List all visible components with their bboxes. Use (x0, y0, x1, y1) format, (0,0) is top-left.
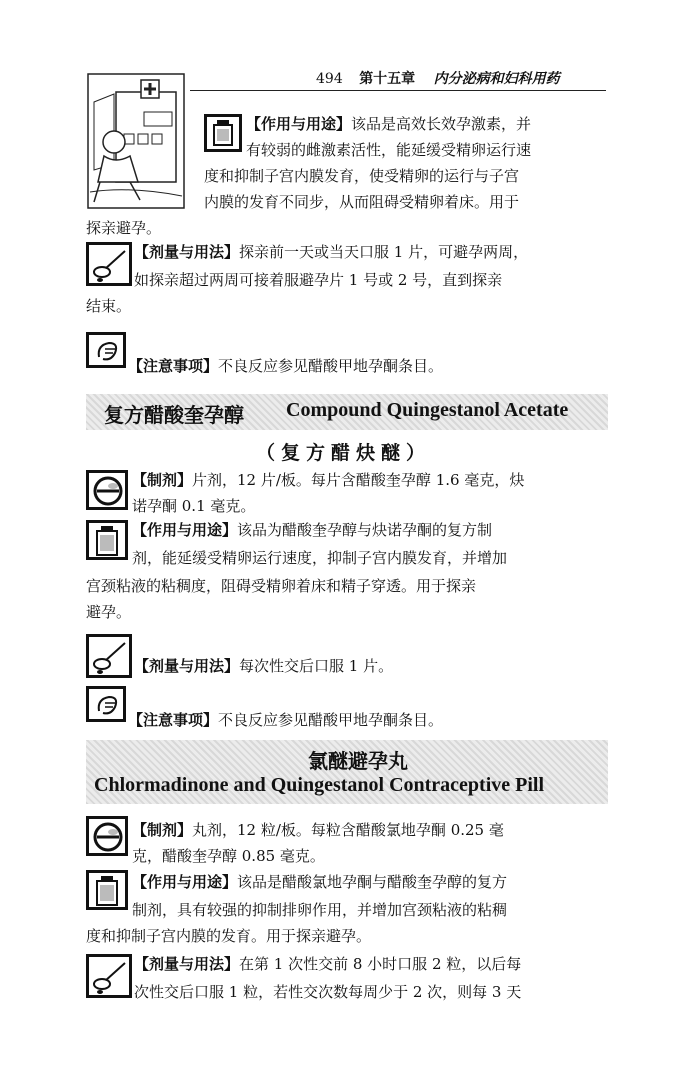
running-header (316, 68, 560, 88)
label-dosage: 【剂量与用法】 (134, 955, 240, 973)
chapter-number: 第十五章 (359, 71, 416, 87)
preparation-line: 克，醋酸奎孕醇 0.85 毫克。 (132, 847, 325, 865)
preparation-line: 诺孕酮 0.1 毫克。 (132, 497, 256, 515)
dosage-line: 结束。 (86, 297, 132, 315)
dosage-line: 【剂量与用法】在第 1 次性交前 8 小时口服 2 粒，以后每 (134, 955, 522, 973)
drug-title-en: Chlormadinone and Quingestanol Contraceptive Pill (94, 774, 545, 796)
usage-line: 有较弱的雌激素活性，能延缓受精卵运行速 (246, 141, 532, 159)
usage-line: 宫颈粘液的粘稠度，阻碍受精卵着床和精子穿透。用于探亲 (86, 577, 477, 595)
tablet-icon (86, 470, 128, 510)
usage-line: 【作用与用途】该品为醋酸奎孕醇与炔诺孕酮的复方制 (132, 521, 493, 539)
dosage-line: 【剂量与用法】每次性交后口服 1 片。 (134, 657, 394, 675)
dosage-line: 如探亲超过两周可接着服避孕片 1 号或 2 号，直到探亲 (134, 271, 503, 289)
note-icon (86, 686, 126, 722)
label-preparation: 【制剂】 (132, 821, 193, 839)
spoon-icon (86, 242, 132, 286)
drug-title-cn: 复方醋酸奎孕醇 (104, 403, 244, 427)
dosage-line: 次性交后口服 1 粒，若性交次数每周少于 2 次，则每 3 天 (134, 983, 522, 1001)
drug-alias: （复方醋炔醚） (256, 442, 432, 464)
label-usage: 【作用与用途】 (132, 873, 238, 891)
caution-line: 【注意事项】不良反应参见醋酸甲地孕酮条目。 (128, 357, 444, 375)
label-usage: 【作用与用途】 (132, 521, 238, 539)
drug-title-cn: 氯醚避孕丸 (308, 749, 408, 773)
usage-line: 避孕。 (86, 603, 132, 621)
drug-title-en: Compound Quingestanol Acetate (286, 399, 569, 421)
spoon-icon (86, 634, 132, 678)
label-dosage: 【剂量与用法】 (134, 243, 240, 261)
tablet-icon (86, 816, 128, 856)
usage-line: 内膜的发育不同步，从而阻碍受精卵着床。用于 (204, 193, 520, 211)
usage-line: 剂，能延缓受精卵运行速度，抑制子宫内膜发育，并增加 (132, 549, 508, 567)
label-dosage: 【剂量与用法】 (134, 657, 240, 675)
usage-line: 【作用与用途】该品是醋酸氯地孕酮与醋酸奎孕醇的复方 (132, 873, 508, 891)
pill-bottle-icon (86, 520, 128, 560)
drug-title-band (86, 394, 608, 430)
chapter-title: 内分泌病和妇科用药 (433, 71, 560, 87)
pill-bottle-icon (204, 114, 242, 152)
label-caution: 【注意事项】 (128, 357, 219, 375)
usage-line: 探亲避孕。 (86, 219, 162, 237)
usage-line: 度和抑制子宫内膜发育，使受精卵的运行与子宫 (204, 167, 520, 185)
dosage-line: 【剂量与用法】探亲前一天或当天口服 1 片，可避孕两周， (134, 243, 529, 261)
label-usage: 【作用与用途】 (246, 115, 352, 133)
pill-bottle-icon (86, 870, 128, 910)
caution-line: 【注意事项】不良反应参见醋酸甲地孕酮条目。 (128, 711, 444, 729)
page-number: 494 (316, 71, 343, 87)
usage-line: 制剂，具有较强的抑制排卵作用，并增加宫颈粘液的粘稠 (132, 901, 508, 919)
label-preparation: 【制剂】 (132, 471, 193, 489)
header-rule (190, 90, 606, 91)
spoon-icon (86, 954, 132, 998)
preparation-line: 【制剂】片剂，12 片/板。每片含醋酸奎孕醇 1.6 毫克，炔 (132, 471, 525, 489)
usage-line: 度和抑制子宫内膜的发育。用于探亲避孕。 (86, 927, 372, 945)
usage-line: 【作用与用途】该品是高效长效孕激素，并 (246, 115, 532, 133)
label-caution: 【注意事项】 (128, 711, 219, 729)
preparation-line: 【制剂】丸剂，12 粒/板。每粒含醋酸氯地孕酮 0.25 毫 (132, 821, 504, 839)
note-icon (86, 332, 126, 368)
hospital-illustration (86, 72, 186, 210)
drug-title-band (86, 740, 608, 804)
